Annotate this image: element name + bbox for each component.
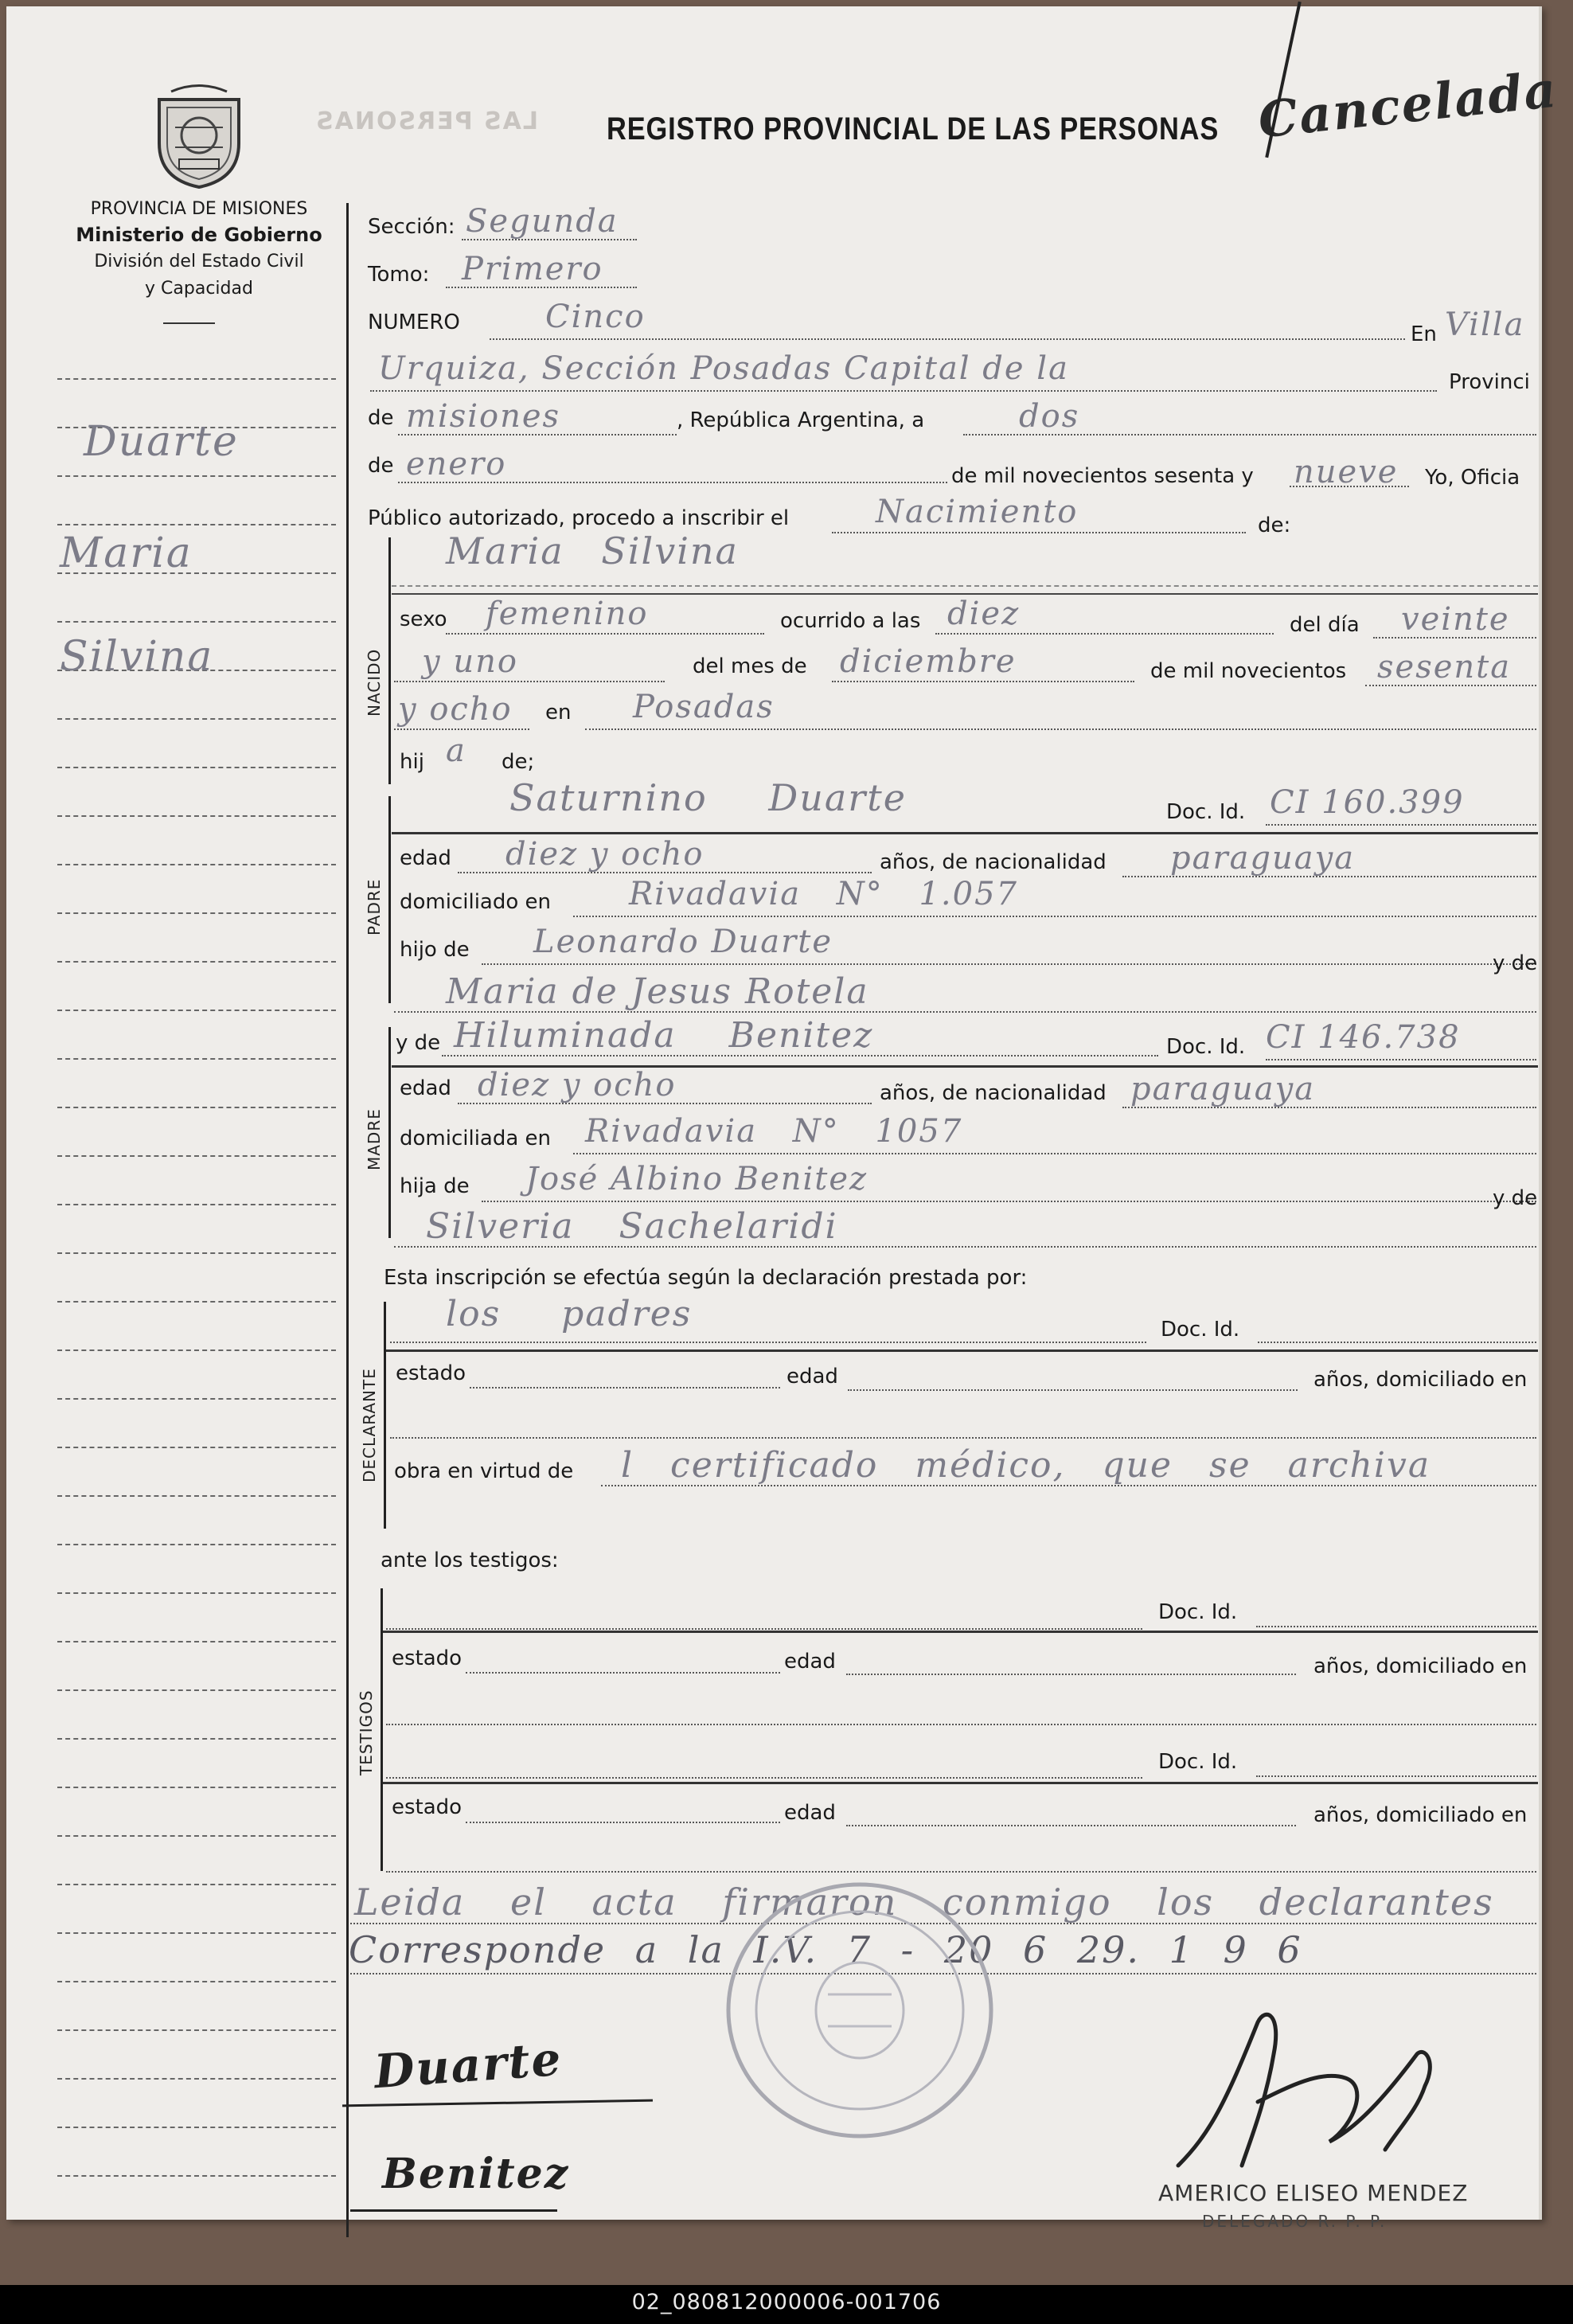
margin-line — [57, 2029, 336, 2031]
testigos-section: TESTIGOS — [357, 1689, 376, 1775]
madre-hija-label: hija de — [400, 1174, 470, 1198]
declarante-obra-value: l certificado médico, que se archiva — [621, 1445, 1431, 1486]
publico-label: Público autorizado, procedo a inscribir el — [368, 506, 790, 530]
republica-label: , República Argentina, a — [677, 408, 925, 432]
de-label: de — [368, 406, 394, 430]
margin-line — [57, 1107, 336, 1108]
padre-hijo-value: Leonardo Duarte — [533, 924, 833, 960]
ocurrido-label: ocurrido a las — [780, 609, 921, 633]
margin-line — [57, 961, 336, 963]
mes-label: del mes de — [693, 654, 807, 678]
en-label-nacido: en — [545, 701, 572, 725]
margin-line — [57, 1155, 336, 1157]
officer-signature-icon — [1162, 1990, 1457, 2181]
margin-line — [57, 1738, 336, 1740]
margin-line — [57, 1932, 336, 1934]
declarante-section: DECLARANTE — [360, 1368, 379, 1482]
declarante-estado-label: estado — [396, 1361, 466, 1385]
margin-line — [57, 1495, 336, 1497]
declarante-edad-label: edad — [786, 1365, 838, 1389]
province-value: misiones — [406, 398, 561, 435]
yo-label: Yo, Oficia — [1425, 466, 1520, 490]
division-underline — [163, 322, 215, 324]
anio-value-2: y ocho — [398, 691, 513, 728]
anio-value: sesenta — [1377, 649, 1512, 685]
signature-line-2 — [350, 2209, 557, 2212]
margin-line — [57, 815, 336, 817]
margin-line — [57, 1787, 336, 1788]
tomo-label: Tomo: — [368, 263, 430, 287]
margin-line — [57, 1252, 336, 1254]
margin-line — [57, 1010, 336, 1011]
testigo1-estado-label: estado — [392, 1646, 463, 1670]
madre-edad-value: diez y ocho — [478, 1067, 677, 1103]
testigos-intro: ante los testigos: — [381, 1549, 559, 1572]
margin-line — [57, 1641, 336, 1642]
margin-line — [57, 1544, 336, 1545]
officer-title: DELEGADO R. P. P. — [1202, 2212, 1388, 2231]
margin-name-2: Silvina — [60, 633, 214, 681]
hij-label: hij — [400, 750, 424, 774]
place-value: Urquiza, Sección Posadas Capital de la — [378, 350, 1069, 387]
testigo1-anos-label: años, domiciliado en — [1313, 1654, 1528, 1678]
division-label-2: y Capacidad — [145, 279, 253, 299]
declarante-obra-label: obra en virtud de — [394, 1459, 574, 1483]
testigo1-doc-label: Doc. Id. — [1158, 1600, 1238, 1624]
sexo-value: femenino — [486, 596, 649, 632]
margin-line — [57, 378, 336, 380]
margin-line — [57, 2175, 336, 2177]
padre-dom-value: Rivadavia N° 1.057 — [629, 876, 1018, 912]
closing-line-2: Corresponde a la I.V. 7 - 20 6 29. 1 9 6 — [349, 1928, 1302, 1971]
hij-suffix: a — [446, 732, 466, 769]
nacido-name: Maria Silvina — [446, 529, 739, 572]
margin-line — [57, 1835, 336, 1837]
seccion-value: Segunda — [466, 203, 619, 240]
month-value: enero — [406, 446, 507, 482]
division-label-1: División del Estado Civil — [94, 252, 304, 271]
margin-line — [57, 1981, 336, 1982]
margin-name-1: Maria — [60, 529, 193, 577]
declarante-anos-label: años, domiciliado en — [1313, 1368, 1528, 1392]
de-label-2: de — [368, 454, 394, 478]
madre-name: Hiluminada Benitez — [454, 1015, 874, 1056]
madre-doc-value: CI 146.738 — [1266, 1019, 1461, 1056]
declarante-intro: Esta inscripción se efectúa según la declaración prestada por: — [384, 1266, 1028, 1290]
padre-dom-label: domiciliado en — [400, 890, 552, 914]
province-label: PROVINCIA DE MISIONES — [90, 199, 308, 219]
padre-hijo-label: hijo de — [400, 938, 470, 962]
padre-nac-label: años, de nacionalidad — [880, 850, 1107, 874]
margin-line — [57, 2127, 336, 2128]
margin-line — [57, 1349, 336, 1351]
mes-value: diciembre — [840, 643, 1017, 680]
cancelled-stamp: Cancelada — [1255, 60, 1560, 150]
numero-label: NUMERO — [368, 311, 460, 334]
sexo-label: sexo — [400, 607, 447, 631]
official-seal-icon — [716, 1875, 1003, 2146]
madre-nac-label: años, de nacionalidad — [880, 1081, 1107, 1105]
margin-line — [57, 912, 336, 914]
testigo2-doc-label: Doc. Id. — [1158, 1750, 1238, 1774]
year-label: de mil novecientos sesenta y — [951, 464, 1254, 488]
margin-surname: Duarte — [84, 418, 239, 466]
testigo2-edad-label: edad — [784, 1801, 836, 1825]
page-title: REGISTRO PROVINCIAL DE LAS PERSONAS — [607, 111, 1220, 146]
declarante-doc-label: Doc. Id. — [1161, 1318, 1240, 1342]
padre-edad-value: diez y ocho — [505, 836, 705, 873]
de-colon-label: de: — [1258, 514, 1291, 537]
deldia-label: del día — [1290, 613, 1360, 637]
ministry-label: Ministerio de Gobierno — [76, 224, 322, 246]
footer-code: 02_080812000006-001706 — [631, 2290, 942, 2314]
testigo2-estado-label: estado — [392, 1795, 463, 1819]
en-label: En — [1411, 322, 1437, 346]
madre-section: MADRE — [365, 1108, 384, 1170]
margin-line — [57, 621, 336, 623]
madre-hija-value: José Albino Benitez — [525, 1161, 868, 1197]
en-value: Villa — [1445, 307, 1525, 343]
madre-nac-value: paraguaya — [1130, 1071, 1316, 1107]
declarante-name: los padres — [446, 1294, 693, 1334]
footer-bar — [0, 2285, 1573, 2324]
ghost-header: LAS PERSONAS — [314, 107, 539, 135]
padre-edad-label: edad — [400, 846, 451, 870]
tomo-value: Primero — [462, 251, 603, 287]
margin-line — [57, 1689, 336, 1691]
padre-yde-label: y de — [1493, 951, 1538, 975]
margin-line — [57, 1204, 336, 1205]
madre-yde-label-2: y de — [1493, 1186, 1538, 1210]
madre-edad-label: edad — [400, 1076, 451, 1100]
madre-yde-label: y de — [396, 1031, 441, 1055]
margin-line — [57, 767, 336, 768]
margin-line — [57, 1884, 336, 1885]
seccion-label: Sección: — [368, 215, 455, 239]
de-label-nacido: de; — [502, 750, 535, 774]
margin-line — [57, 475, 336, 477]
margin-line — [57, 1301, 336, 1303]
numero-value: Cinco — [545, 299, 646, 335]
signature-benitez: Benitez — [382, 2150, 570, 2198]
margin-line — [57, 2078, 336, 2080]
milnov-label: de mil novecientos — [1150, 659, 1347, 683]
madre-doc-label: Doc. Id. — [1166, 1035, 1246, 1059]
margin-line — [57, 1398, 336, 1400]
padre-doc-value: CI 160.399 — [1270, 784, 1465, 821]
hora-value: diez — [947, 596, 1021, 632]
margin-line — [57, 1447, 336, 1448]
padre-name: Saturnino Duarte — [509, 776, 907, 819]
provincia-label: Provinci — [1449, 370, 1530, 394]
madre-dom-value: Rivadavia N° 1057 — [585, 1113, 963, 1150]
act-value: Nacimiento — [876, 494, 1079, 530]
province-seal-icon — [143, 80, 255, 191]
testigo2-anos-label: años, domiciliado en — [1313, 1803, 1528, 1827]
dia-value-2: y uno — [422, 643, 518, 680]
margin-line — [57, 1592, 336, 1594]
margin-line — [57, 524, 336, 525]
padre-doc-label: Doc. Id. — [1166, 800, 1246, 824]
signature-duarte: Duarte — [372, 2031, 564, 2099]
day-value: dos — [1019, 398, 1080, 435]
nacido-section: NACIDO — [365, 648, 384, 717]
padre-nac-value: paraguaya — [1170, 840, 1356, 877]
dia-value: veinte — [1401, 601, 1510, 638]
margin-line — [57, 1058, 336, 1060]
margin-line — [57, 864, 336, 865]
madre-madre-value: Silveria Sachelaridi — [426, 1206, 838, 1247]
padre-section: PADRE — [365, 878, 384, 935]
lugar-value: Posadas — [633, 689, 775, 725]
closing-line-1: Leida el acta firmaron conmigo los declarantes — [354, 1881, 1494, 1924]
margin-line — [57, 718, 336, 720]
officer-name: AMERICO ELISEO MENDEZ — [1158, 2180, 1469, 2206]
year-value: nueve — [1294, 454, 1399, 490]
padre-madre-value: Maria de Jesus Rotela — [446, 971, 869, 1012]
madre-dom-label: domiciliada en — [400, 1127, 552, 1150]
testigo1-edad-label: edad — [784, 1650, 836, 1674]
